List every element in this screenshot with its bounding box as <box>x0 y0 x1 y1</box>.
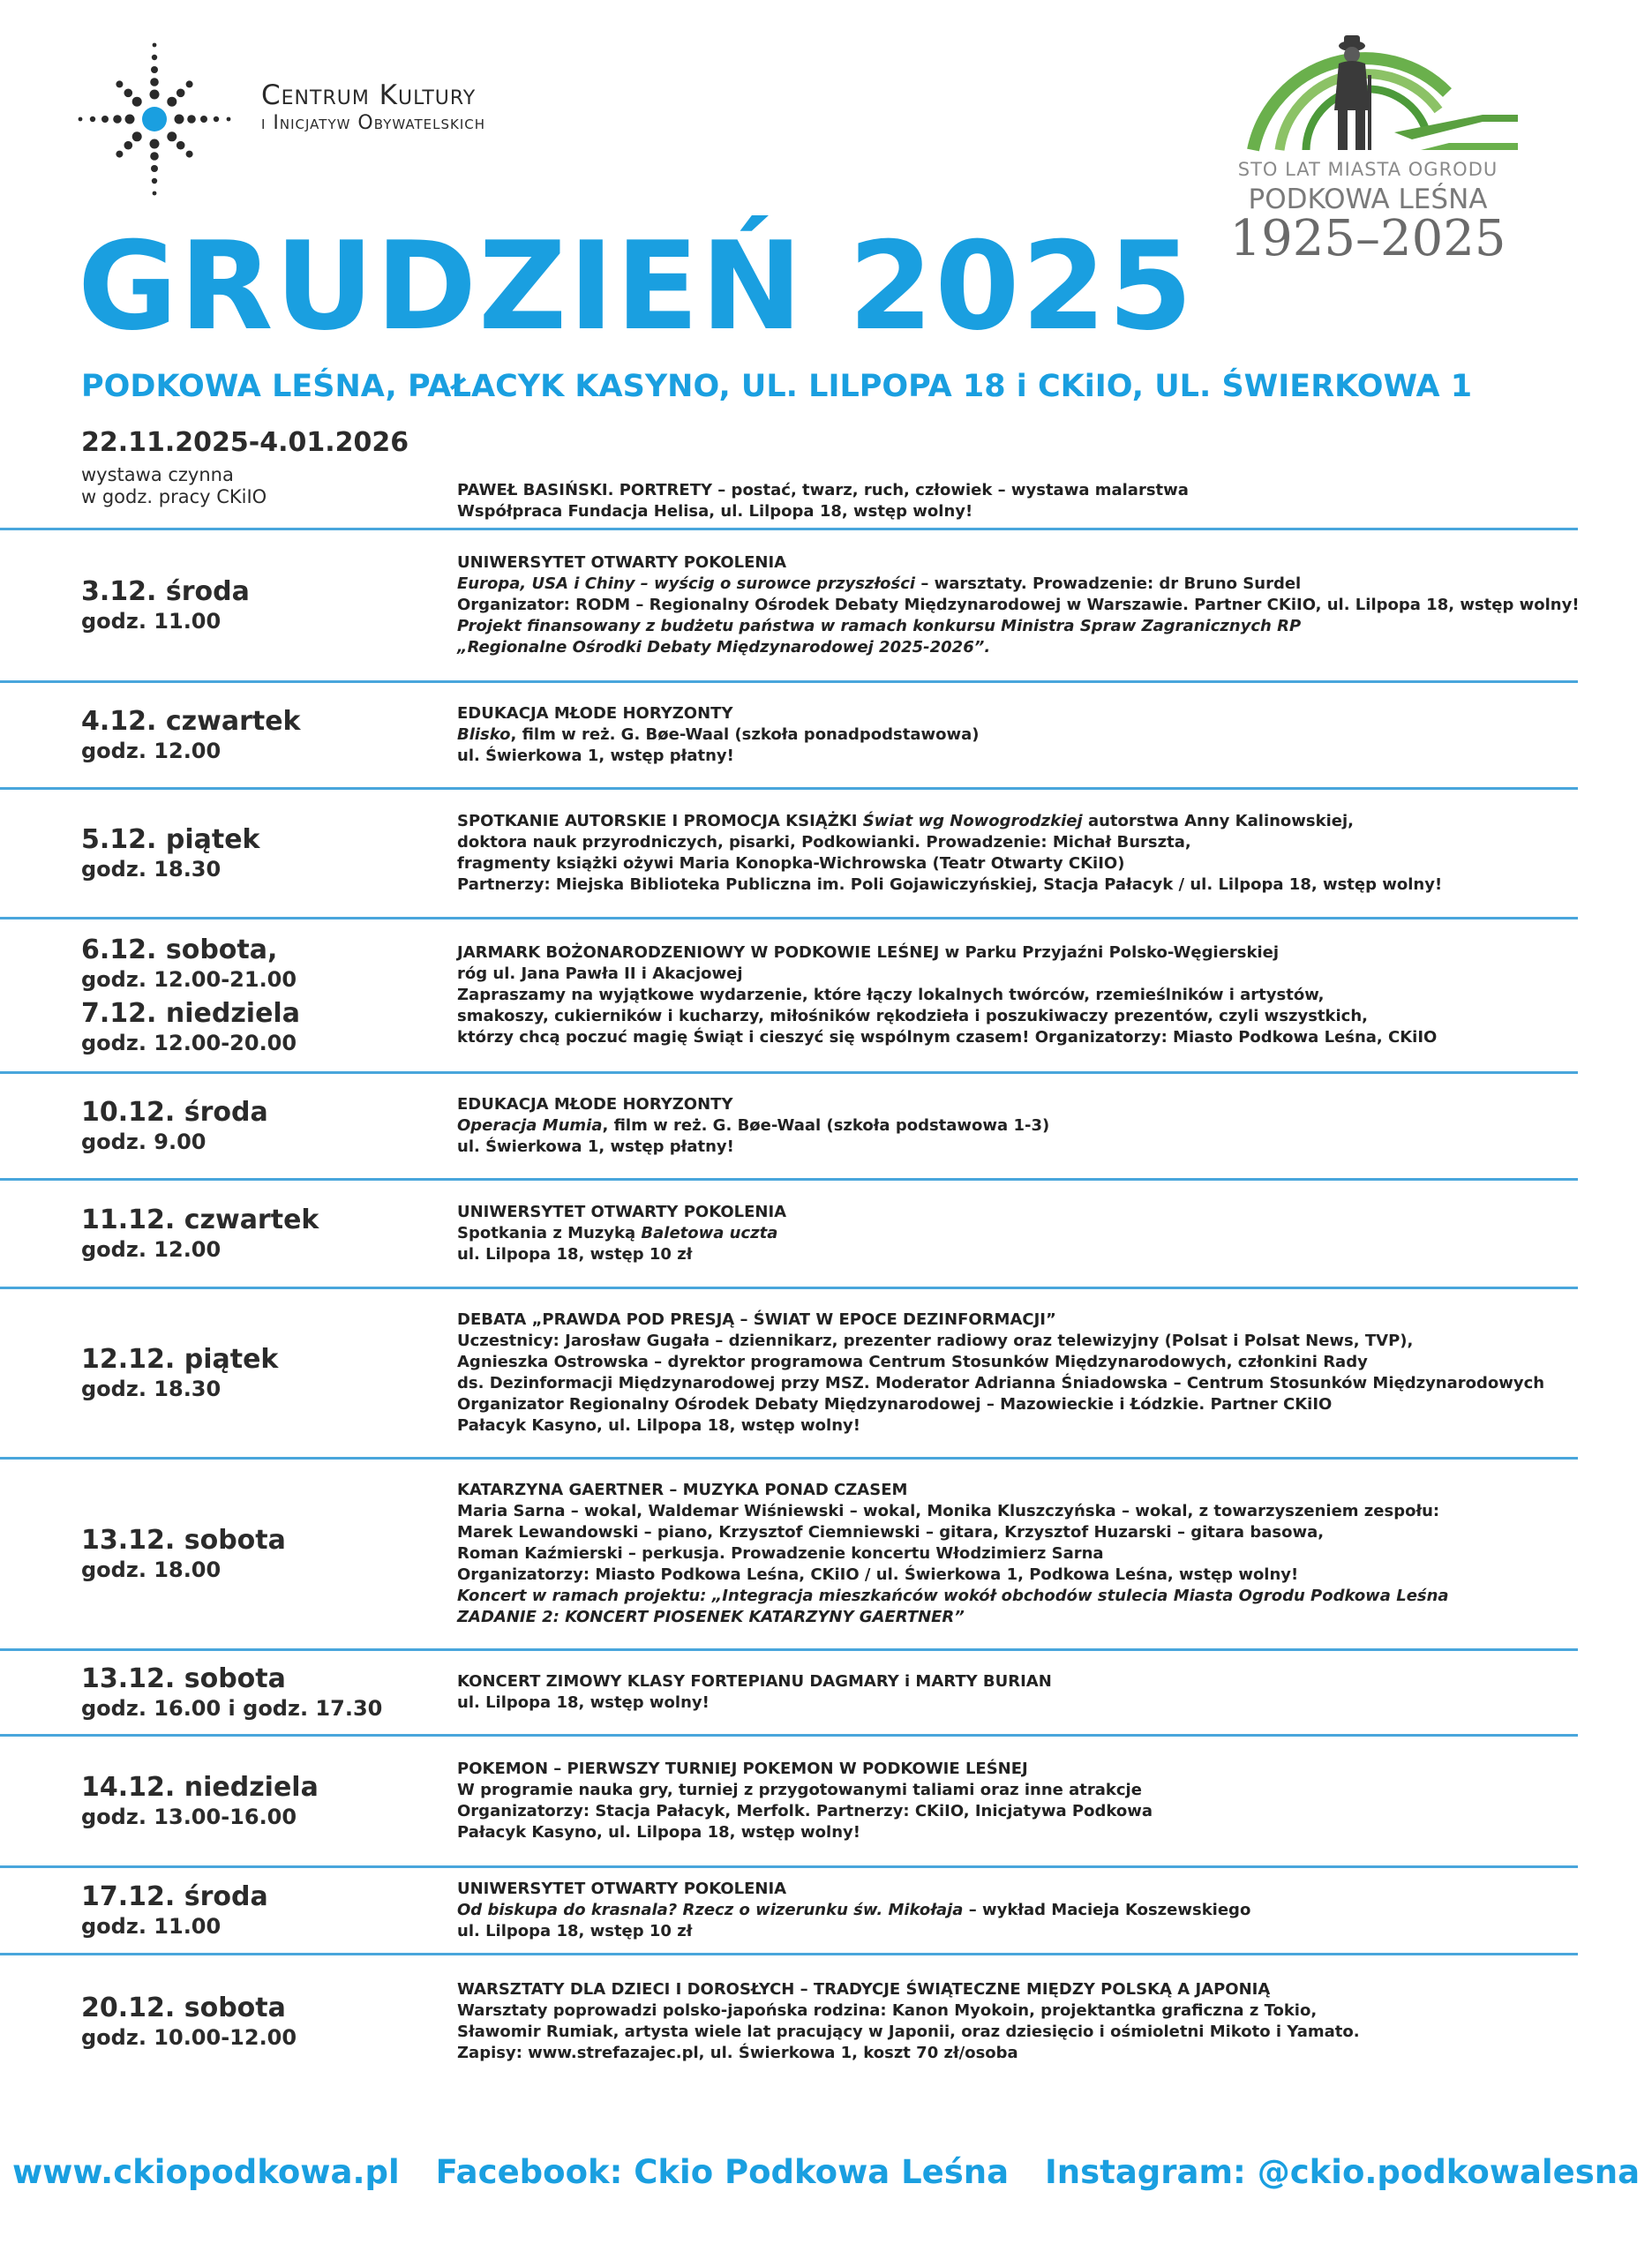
website-link[interactable]: www.ckiopodkowa.pl <box>12 2153 400 2191</box>
event-date-column <box>81 422 452 533</box>
event-description-line <box>457 480 1525 501</box>
event-row <box>0 790 1578 919</box>
event-date: 5.12. piątek <box>81 824 260 855</box>
events-list <box>0 422 1578 2088</box>
event-description-line <box>457 1501 1525 1522</box>
event-description-line <box>457 1394 1525 1415</box>
instagram-link[interactable]: Instagram: @ckio.podkowalesna <box>1045 2153 1641 2191</box>
event-description-line <box>457 2000 1525 2022</box>
event-description-line <box>457 1244 1525 1265</box>
event-description <box>457 530 1580 680</box>
event-date-column <box>81 530 452 680</box>
event-text-segment: Operacja Mumia <box>457 1116 603 1135</box>
event-date: 11.12. czwartek <box>81 1205 319 1235</box>
event-date-column <box>81 1737 452 1865</box>
event-description-line <box>457 703 1525 724</box>
event-time: godz. 16.00 i godz. 17.30 <box>81 1696 383 1721</box>
event-row <box>0 1289 1578 1460</box>
event-date-column <box>81 683 452 787</box>
event-description-line <box>457 595 1580 616</box>
event-text-segment: SPOTKANIE AUTORSKIE I PROMOCJA KSIĄŻKI <box>457 812 863 830</box>
event-description <box>457 1181 1525 1287</box>
event-text-segment: EDUKACJA MŁODE HORYZONTY <box>457 1095 733 1114</box>
event-text-segment: UNIWERSYTET OTWARTY POKOLENIA <box>457 1880 787 1898</box>
event-text-segment: Organizatorzy: Miasto Podkowa Leśna, CKiIO / ul. Świerkowa 1, Podkowa Leśna, wstęp wolny! <box>457 1565 1299 1584</box>
event-text-segment: Od biskupa do krasnala? Rzecz o wizerunku św. Mikołaja <box>457 1901 964 1919</box>
event-text-segment: autorstwa Anny Kalinowskiej, <box>1082 812 1354 830</box>
event-text-segment: Blisko <box>457 725 511 744</box>
event-description-line <box>457 874 1525 896</box>
event-text-segment: Pałacyk Kasyno, ul. Lilpopa 18, wstęp wolny! <box>457 1823 860 1842</box>
event-text-segment: Roman Kaźmierski – perkusja. Prowadzenie koncertu Włodzimierz Sarna <box>457 1544 1104 1563</box>
event-description-line <box>457 1692 1525 1714</box>
event-row <box>0 1955 1578 2088</box>
event-date: 12.12. piątek <box>81 1344 279 1375</box>
event-description-line <box>457 1801 1525 1822</box>
event-description-line <box>457 1094 1525 1115</box>
event-description-line <box>457 1780 1525 1801</box>
event-time: godz. 12.00 <box>81 1237 222 1262</box>
event-description <box>457 1651 1525 1734</box>
event-text-segment: Sławomir Rumiak, artysta wiele lat pracujący w Japonii, oraz dziesięcio i ośmioletni Mikoto i Yamato. <box>457 2023 1360 2041</box>
event-text-segment: Marek Lewandowski – piano, Krzysztof Ciemniewski – gitara, Krzysztof Huzarski – gitara basowa, <box>457 1523 1325 1542</box>
event-description-line <box>457 1310 1525 1331</box>
event-text-segment: ul. Lilpopa 18, wstęp wolny! <box>457 1693 710 1712</box>
event-text-segment: róg ul. Jana Pawła II i Akacjowej <box>457 964 743 983</box>
event-description-line <box>457 942 1525 964</box>
event-description-line <box>457 637 1525 658</box>
jubilee-tagline: STO LAT MIASTA OGRODU <box>1237 159 1498 180</box>
event-date-column <box>81 1868 452 1953</box>
event-text-segment: Zapisy: www.strefazajec.pl, ul. Świerkowa 1, koszt 70 zł/osoba <box>457 2044 1018 2062</box>
event-description-line <box>457 1522 1525 1543</box>
event-text-segment: ZADANIE 2: KONCERT PIOSENEK KATARZYNY GAERTNER” <box>457 1608 965 1626</box>
event-description-line <box>457 1586 1525 1607</box>
event-description <box>457 919 1525 1071</box>
event-description-line <box>457 2043 1525 2064</box>
event-description-line <box>457 985 1525 1006</box>
event-text-segment: , film w reż. G. Bøe-Waal (szkoła podstawowa 1-3) <box>602 1116 1050 1135</box>
event-date-column <box>81 790 452 917</box>
facebook-link[interactable]: Facebook: Ckio Podkowa Leśna <box>435 2153 1010 2191</box>
event-date-column <box>81 919 452 1071</box>
event-time: godz. 9.00 <box>81 1130 206 1154</box>
event-text-segment: smakoszy, cukierników i kucharzy, miłośników rękodzieła i poszukiwaczy prezentów, czyli wszystkich, <box>457 1007 1368 1025</box>
event-text-segment: ul. Świerkowa 1, wstęp płatny! <box>457 1137 734 1156</box>
event-date-column <box>81 1955 452 2088</box>
event-date: 10.12. środa <box>81 1097 268 1128</box>
event-description-line <box>457 1027 1525 1048</box>
event-row <box>0 1181 1578 1289</box>
event-text-segment: Europa, USA i Chiny – wyścig o surowce przyszłości <box>457 574 916 593</box>
jubilee-years: 1925–2025 <box>1229 210 1506 267</box>
ckiio-logo-icon <box>71 35 238 203</box>
event-text-segment: ul. Lilpopa 18, wstęp 10 zł <box>457 1245 693 1264</box>
event-description-line <box>457 1331 1525 1352</box>
event-description-line <box>457 746 1525 767</box>
event-description-line <box>457 853 1525 874</box>
event-description-line <box>457 1759 1525 1780</box>
jubilee-town-name: PODKOWA LEŚNA <box>1248 184 1488 215</box>
event-description <box>457 1460 1525 1648</box>
event-time: godz. 18.00 <box>81 1557 222 1582</box>
event-description-line <box>457 552 1525 574</box>
event-description <box>457 1955 1525 2088</box>
event-text-segment: W programie nauka gry, turniej z przygotowanymi taliami oraz inne atrakcje <box>457 1781 1142 1799</box>
event-description-line <box>457 501 1525 522</box>
event-time: godz. 18.30 <box>81 857 222 882</box>
event-text-segment: „Regionalne Ośrodki Debaty Międzynarodowej 2025-2026”. <box>457 638 991 657</box>
event-date: 13.12. sobota <box>81 1663 286 1694</box>
event-text-segment: Uczestnicy: Jarosław Gugała – dziennikarz, prezenter radiowy oraz telewizyjny (Polsat i Polsat News, TVP), <box>457 1332 1414 1350</box>
event-text-segment: , film w reż. G. Bøe-Waal (szkoła ponadpodstawowa) <box>510 725 980 744</box>
event-description-line <box>457 1543 1525 1565</box>
event-row <box>0 919 1578 1074</box>
jubilee-emblem-icon <box>1218 26 1518 159</box>
event-time: godz. 10.00-12.00 <box>81 2025 297 2050</box>
event-time: godz. 12.00-20.00 <box>81 1031 297 1055</box>
event-text-segment: Organizator Regionalny Ośrodek Debaty Międzynarodowej – Mazowieckie i Łódzkie. Partner CKiIO <box>457 1395 1333 1414</box>
event-text-segment: Współpraca Fundacja Helisa, ul. Lilpopa 18, wstęp wolny! <box>457 502 973 521</box>
event-row <box>0 1074 1578 1181</box>
event-description <box>457 1074 1525 1178</box>
event-date: 22.11.2025-4.01.2026 <box>81 427 409 458</box>
event-description <box>457 790 1525 917</box>
event-description <box>457 1868 1525 1953</box>
event-date-column <box>81 1181 452 1287</box>
event-row <box>0 530 1578 683</box>
event-date: 3.12. środa <box>81 576 250 607</box>
event-description-line <box>457 1115 1525 1137</box>
event-text-segment: WARSZTATY DLA DZIECI I DOROSŁYCH – TRADYCJE ŚWIĄTECZNE MIĘDZY POLSKĄ A JAPONIĄ <box>457 1980 1271 1999</box>
event-text-segment: DEBATA „PRAWDA POD PRESJĄ – ŚWIAT W EPOCE DEZINFORMACJI” <box>457 1310 1056 1329</box>
organization-name-line1: Centrum Kultury <box>261 79 477 111</box>
event-row <box>0 1737 1578 1868</box>
event-text-segment: Spotkania z Muzyką <box>457 1224 642 1242</box>
event-description-line <box>457 1137 1525 1158</box>
event-text-segment: UNIWERSYTET OTWARTY POKOLENIA <box>457 553 787 572</box>
event-row <box>0 1651 1578 1737</box>
event-row <box>0 683 1578 790</box>
event-text-segment: Organizatorzy: Stacja Pałacyk, Merfolk. Partnerzy: CKiIO, Inicjatywa Podkowa <box>457 1802 1153 1820</box>
event-description-line <box>457 964 1525 985</box>
event-date-column <box>81 1289 452 1457</box>
event-description <box>457 1289 1545 1457</box>
event-text-segment: JARMARK BOŻONARODZENIOWY W PODKOWIE LEŚNEJ w Parku Przyjaźni Polsko-Węgierskiej <box>457 943 1280 962</box>
event-text-segment: Agnieszka Ostrowska – dyrektor programowa Centrum Stosunków Międzynarodowych, członkini Rady <box>457 1353 1368 1371</box>
event-description-line <box>457 1900 1525 1921</box>
event-description-line <box>457 811 1525 832</box>
event-text-segment: Organizator: RODM – Regionalny Ośrodek Debaty Międzynarodowej w Warszawie. Partner CKiIO, ul. Lilpopa 18, wstęp wolny! <box>457 596 1580 614</box>
event-description-line <box>457 574 1525 595</box>
event-text-segment: Projekt finansowany z budżetu państwa w ramach konkursu Ministra Spraw Zagranicznych RP <box>457 617 1302 635</box>
event-text-segment: Partnerzy: Miejska Biblioteka Publiczna im. Poli Gojawiczyńskiej, Stacja Pałacyk / ul. Lilpopa 18, wstęp wolny! <box>457 875 1443 894</box>
event-description <box>457 1737 1525 1865</box>
event-time: godz. 18.30 <box>81 1377 222 1401</box>
event-date-column <box>81 1460 452 1648</box>
event-text-segment: EDUKACJA MŁODE HORYZONTY <box>457 704 733 723</box>
event-text-segment: Koncert w ramach projektu: „Integracja mieszkańców wokół obchodów stulecia Miasta Ogrodu Podkowa Leśna <box>457 1587 1449 1605</box>
event-description-line <box>457 616 1525 637</box>
event-date: 20.12. sobota <box>81 1993 286 2023</box>
event-text-segment: fragmenty książki ożywi Maria Konopka-Wichrowska (Teatr Otwarty CKiIO) <box>457 854 1125 873</box>
event-description-line <box>457 724 1525 746</box>
event-description-line <box>457 1671 1525 1692</box>
event-text-segment: KONCERT ZIMOWY KLASY FORTEPIANU DAGMARY i MARTY BURIAN <box>457 1672 1052 1691</box>
event-description-line <box>457 832 1525 853</box>
event-text-segment: KATARZYNA GAERTNER – MUZYKA PONAD CZASEM <box>457 1481 908 1499</box>
event-description-line <box>457 1979 1525 2000</box>
event-text-segment: Zapraszamy na wyjątkowe wydarzenie, które łączy lokalnych twórców, rzemieślników i artystów, <box>457 986 1325 1004</box>
event-text-segment: ds. Dezinformacji Międzynarodowej przy MSZ. Moderator Adrianna Śniadowska – Centrum Stosunków Międzynarodowych <box>457 1374 1545 1392</box>
event-text-segment: ul. Lilpopa 18, wstęp 10 zł <box>457 1922 693 1940</box>
event-text-segment: doktora nauk przyrodniczych, pisarki, Podkowianki. Prowadzenie: Michał Bursztа, <box>457 833 1191 852</box>
event-time: godz. 11.00 <box>81 609 222 634</box>
event-description-line <box>457 1202 1525 1223</box>
event-description-line <box>457 1415 1525 1437</box>
event-date: 7.12. niedziela <box>81 998 300 1029</box>
event-date: 6.12. sobota, <box>81 934 278 965</box>
event-row <box>0 1460 1578 1651</box>
event-description-line <box>457 1373 1545 1394</box>
page-title: GRUDZIEŃ 2025 <box>78 215 1195 357</box>
event-text-segment: – warsztaty. Prowadzenie: dr Bruno Surdel <box>915 574 1302 593</box>
organization-name <box>261 79 485 136</box>
event-time: godz. 12.00 <box>81 739 222 763</box>
event-time: godz. 12.00-21.00 <box>81 967 297 992</box>
event-date-column <box>81 1651 452 1734</box>
event-text-segment: Warsztaty poprowadzi polsko-japońska rodzina: Kanon Myokoin, projektantka graficzna z Tokio, <box>457 2001 1318 2020</box>
event-text-segment: którzy chcą poczuć magię Świąt i cieszyć się wspólnym czasem! Organizatorzy: Miasto Podkowa Leśna, CKiIO <box>457 1028 1438 1047</box>
event-time: godz. 13.00-16.00 <box>81 1805 297 1829</box>
event-note: wystawa czynna <box>81 464 234 485</box>
event-description-line <box>457 1565 1525 1586</box>
event-text-segment: PAWEŁ BASIŃSKI. PORTRETY – postać, twarz, ruch, człowiek – wystawa malarstwa <box>457 481 1189 499</box>
event-description <box>457 683 1525 787</box>
event-text-segment: ul. Świerkowa 1, wstęp płatny! <box>457 747 734 765</box>
event-description-line <box>457 1006 1525 1027</box>
organization-name-line2: i Inicjatyw Obywatelskich <box>261 112 486 134</box>
event-description-line <box>457 1921 1525 1942</box>
event-description-line <box>457 1352 1525 1373</box>
venue-subtitle: PODKOWA LEŚNA, PAŁACYK KASYNO, UL. LILPOPA 18 i CKiIO, UL. ŚWIERKOWA 1 <box>81 369 1473 404</box>
event-date: 13.12. sobota <box>81 1525 286 1556</box>
event-text-segment: POKEMON – PIERWSZY TURNIEJ POKEMON W PODKOWIE LEŚNEJ <box>457 1760 1028 1778</box>
jubilee-logo <box>1218 26 1518 265</box>
event-date-column <box>81 1074 452 1178</box>
event-text-segment: Baletowa uczta <box>641 1224 778 1242</box>
event-text-segment: – wykład Macieja Koszewskiego <box>963 1901 1251 1919</box>
event-description-line <box>457 1480 1525 1501</box>
event-description-line <box>457 1879 1525 1900</box>
event-text-segment: Pałacyk Kasyno, ul. Lilpopa 18, wstęp wolny! <box>457 1416 860 1435</box>
event-row <box>0 422 1578 530</box>
event-text-segment: Świat wg Nowogrodzkiej <box>862 812 1083 830</box>
event-time: godz. 11.00 <box>81 1914 222 1939</box>
event-description-line <box>457 1822 1525 1843</box>
event-date: 14.12. niedziela <box>81 1772 319 1803</box>
event-date: 17.12. środa <box>81 1881 268 1912</box>
footer-contacts <box>0 2153 1641 2191</box>
event-row <box>0 1868 1578 1955</box>
event-description-line <box>457 1607 1525 1628</box>
event-description-line <box>457 2022 1525 2043</box>
event-description-line <box>457 1223 1525 1244</box>
event-date: 4.12. czwartek <box>81 706 301 737</box>
event-text-segment: Maria Sarna – wokal, Waldemar Wiśniewski – wokal, Monika Kluszczyńska – wokal, z towarzyszeniem zespołu: <box>457 1502 1440 1520</box>
event-note: w godz. pracy CKiIO <box>81 486 267 507</box>
event-text-segment: UNIWERSYTET OTWARTY POKOLENIA <box>457 1203 787 1221</box>
